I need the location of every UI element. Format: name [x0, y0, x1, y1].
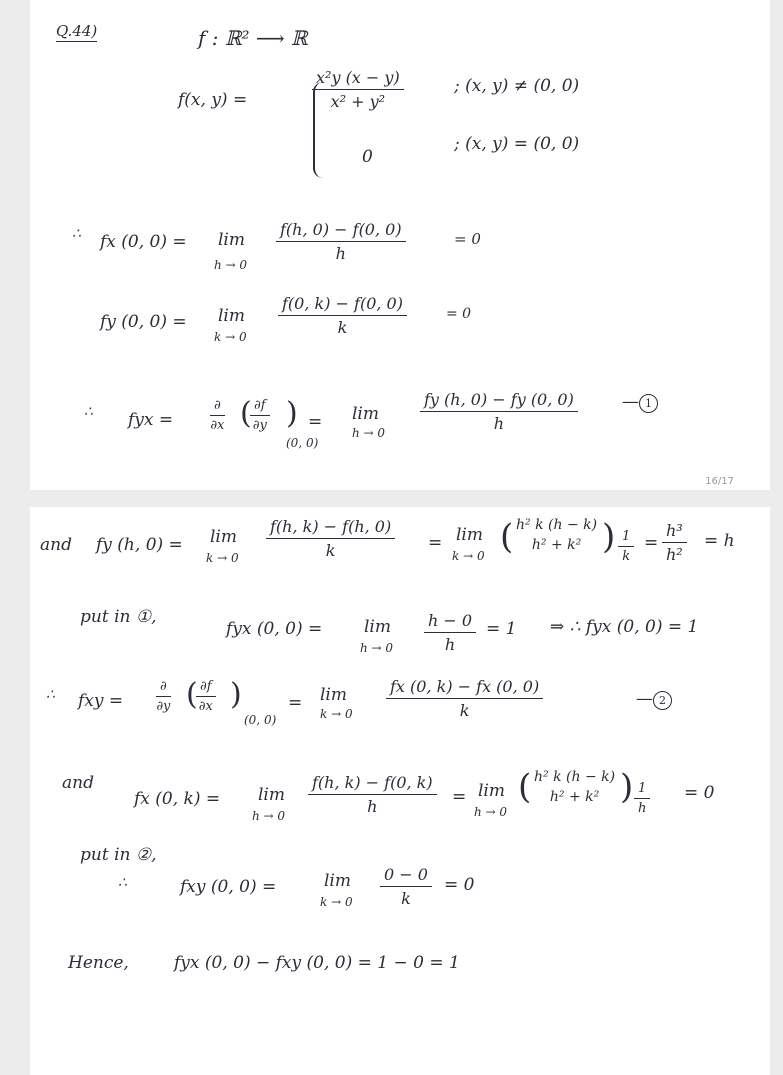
l3-result: = h — [704, 531, 735, 551]
fy-fraction: $\frac{f(0, k) - f(0, 0)}{k}$ — [278, 294, 407, 337]
therefore-symbol: ∴ — [118, 875, 127, 891]
l3-fraction: $\frac{\text{h³}}{\text{h²}}$ — [662, 521, 687, 564]
close-paren: ) — [620, 767, 634, 807]
fyx-equals: = — [308, 412, 323, 432]
p1-fraction: $\frac{h - 0}{h}$ — [424, 611, 476, 654]
m2-lim: lim — [478, 781, 505, 801]
m2-multiplier: $\frac{1}{h}$ — [634, 781, 650, 816]
fxy-lim-sub: k → 0 — [320, 707, 353, 721]
case2-value: 0 — [362, 147, 373, 167]
fyx-lim: lim — [352, 404, 379, 424]
fx-result: = 0 — [454, 230, 481, 248]
question-number: Q.44) — [56, 22, 98, 40]
final-result: fyx (0, 0) − fxy (0, 0) = 1 − 0 = 1 — [174, 953, 460, 973]
fx-lim-sub: h → 0 — [214, 258, 248, 272]
fxy-equals: = — [288, 693, 303, 713]
fy-h0-lhs: fy (h, 0) = — [96, 535, 183, 555]
case1-fraction: $\frac{\text{x²y (x − y)}}{\text{x² + y²}}$ — [312, 68, 404, 111]
fxy-lhs: fxy = — [78, 691, 124, 711]
fx0k-lhs: fx (0, k) = — [134, 789, 221, 809]
close-paren: ) — [286, 396, 298, 431]
fyx-evaluation-point: (0, 0) — [286, 436, 319, 450]
put-in-2: put in ②, — [80, 845, 157, 865]
l2-lim: lim — [456, 525, 483, 545]
fx-lim: lim — [218, 230, 245, 250]
open-paren: ( — [240, 396, 252, 431]
notes-page-1 — [30, 0, 770, 490]
open-paren: ( — [518, 767, 532, 807]
therefore-symbol: ∴ — [46, 687, 55, 703]
case1-condition: ; (x, y) ≠ (0, 0) — [454, 76, 580, 96]
function-mapping: f : ℝ² ⟶ ℝ — [198, 26, 308, 50]
fyx-partial-y: $\frac{\partial f}{\partial y}$ — [250, 398, 270, 433]
case2-condition: ; (x, y) = (0, 0) — [454, 134, 580, 154]
fyx-fraction: $\frac{fy (h, 0) - fy (0, 0)}{h}$ — [420, 390, 578, 433]
q-lim-sub: k → 0 — [320, 895, 353, 909]
fyx00-lhs: fyx (0, 0) = — [226, 619, 323, 639]
therefore-symbol: ∴ — [84, 404, 93, 420]
m1-equals: = — [452, 787, 467, 807]
fx-fraction: $\frac{f(h, 0) - f(0, 0)}{h}$ — [276, 220, 406, 263]
fy-lim-sub: k → 0 — [214, 330, 247, 344]
fxy00-lhs: fxy (0, 0) = — [180, 877, 277, 897]
p1-lim-sub: h → 0 — [360, 641, 394, 655]
p1-implication: ⇒ ∴ fyx (0, 0) = 1 — [550, 617, 699, 637]
fxy-fraction: $\frac{fx (0, k) - fx (0, 0)}{k}$ — [386, 677, 543, 720]
therefore-symbol: ∴ — [72, 226, 81, 242]
fxy-lim: lim — [320, 685, 347, 705]
fyx-lim-sub: h → 0 — [352, 426, 386, 440]
fy-lhs: fy (0, 0) = — [100, 312, 187, 332]
equation-tag-1: — 1 — [622, 392, 658, 413]
l2-lim-sub: k → 0 — [452, 549, 485, 563]
equation-tag-2: — 2 — [636, 689, 672, 710]
close-paren: ) — [602, 517, 616, 557]
l1-fraction: $\frac{f(h, k) - f(h, 0)}{k}$ — [266, 517, 395, 560]
m1-fraction: $\frac{f(h, k) - f(0, k)}{h}$ — [308, 773, 437, 816]
p1-lim: lim — [364, 617, 391, 637]
l2-multiplier: $\frac{1}{k}$ — [618, 529, 634, 564]
q-lim: lim — [324, 871, 351, 891]
fyx-lhs: fyx = — [128, 410, 174, 430]
fxy-partial-x: $\frac{\partial f}{\partial x}$ — [196, 679, 216, 714]
close-paren: ) — [230, 677, 242, 712]
m2-fraction: h² k (h − k) h² + k² — [534, 769, 616, 805]
m1-lim: lim — [258, 785, 285, 805]
and-label: and — [62, 773, 94, 793]
hence-label: Hence, — [68, 953, 129, 973]
fxy-partial-y: ∂ ∂y — [156, 679, 171, 714]
p1-result: = 1 — [486, 619, 517, 639]
l2-fraction: h² k (h − k) h² + k² — [516, 517, 598, 553]
fyx-partial-x: ∂ ∂x — [210, 398, 225, 433]
m2-lim-sub: h → 0 — [474, 805, 508, 819]
m1-lim-sub: h → 0 — [252, 809, 286, 823]
notes-page-2 — [30, 507, 770, 1075]
q-result: = 0 — [444, 875, 475, 895]
piecewise-lhs: f(x, y) = — [178, 90, 248, 110]
q-fraction: $\frac{0 - 0}{k}$ — [380, 865, 432, 908]
l1-lim-sub: k → 0 — [206, 551, 239, 565]
l1-lim: lim — [210, 527, 237, 547]
page-indicator: 16/17 — [705, 476, 734, 487]
fy-result: = 0 — [446, 306, 472, 322]
open-paren: ( — [186, 677, 198, 712]
fx-lhs: fx (0, 0) = — [100, 232, 187, 252]
and-label: and — [40, 535, 72, 555]
fxy-evaluation-point: (0, 0) — [244, 713, 277, 727]
put-in-1: put in ①, — [80, 607, 157, 627]
l2-equals: = — [644, 533, 659, 553]
open-paren: ( — [500, 517, 514, 557]
fy-lim: lim — [218, 306, 245, 326]
l1-equals: = — [428, 533, 443, 553]
m2-result: = 0 — [684, 783, 715, 803]
